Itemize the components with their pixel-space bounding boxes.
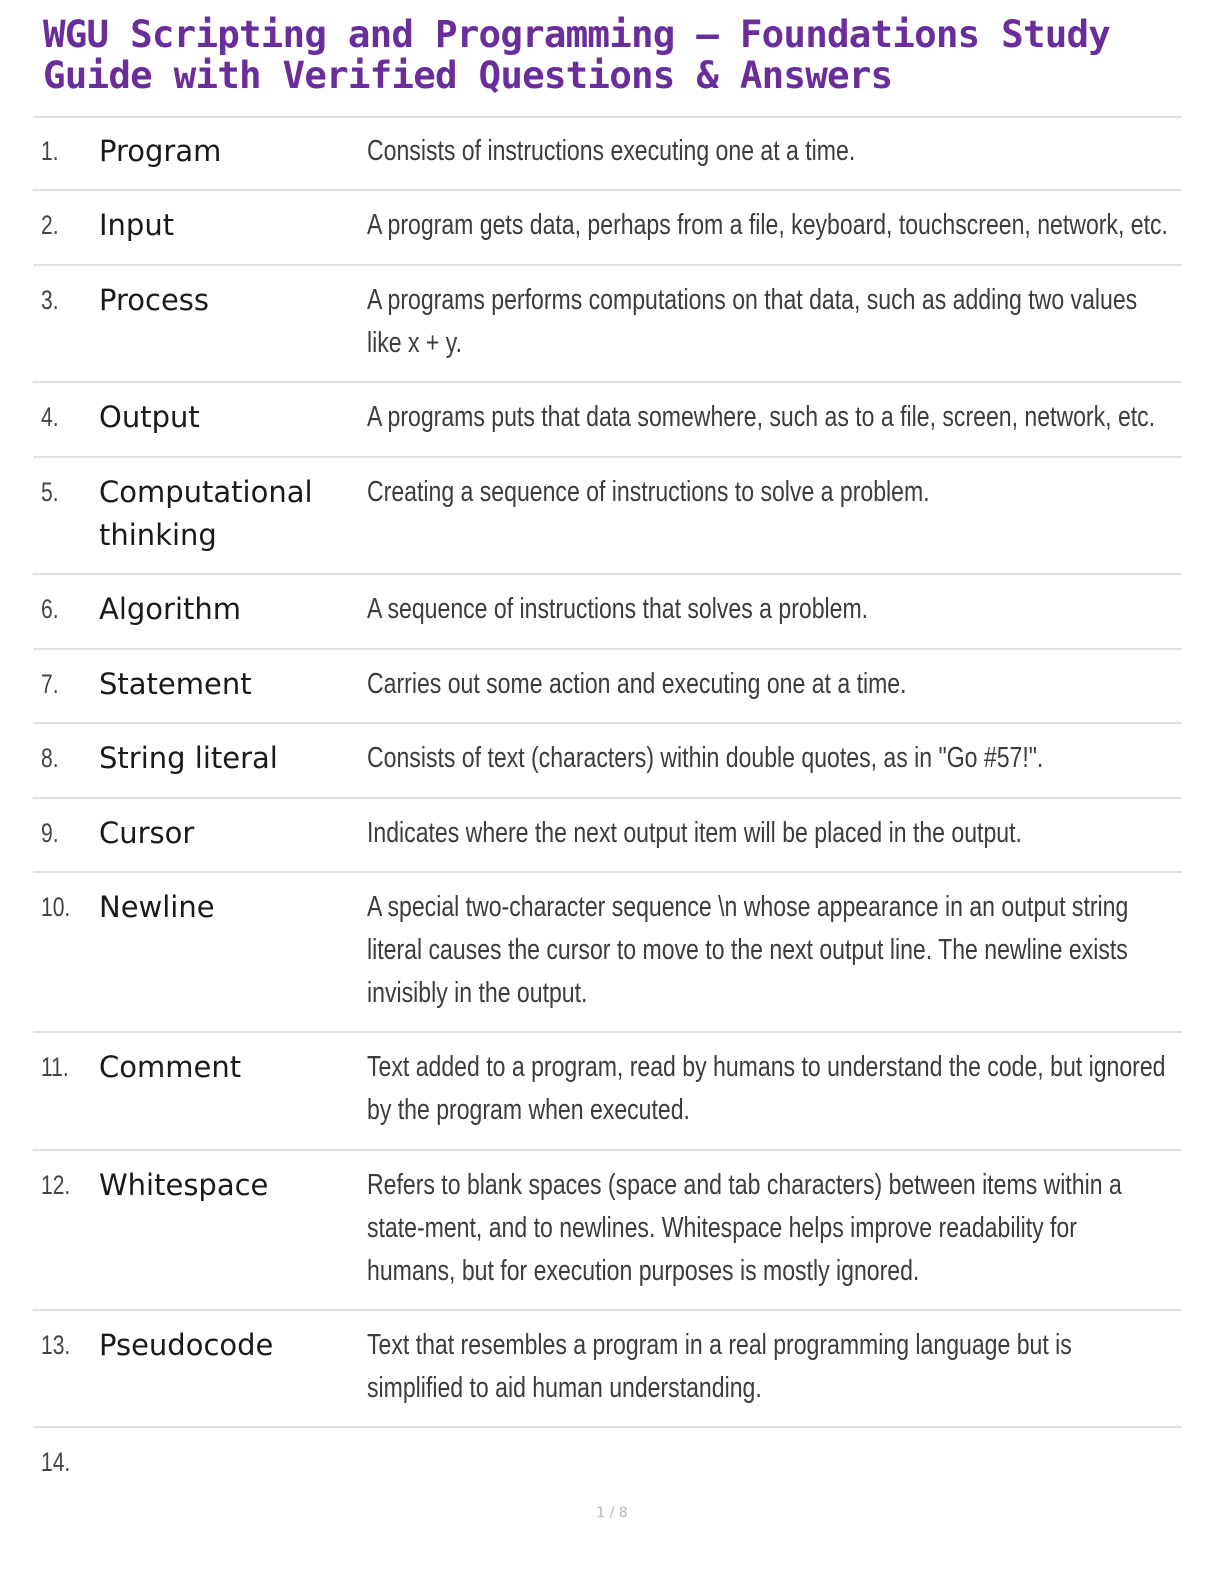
flashcard-row [33, 575, 1182, 650]
flashcard-row [33, 1151, 1182, 1311]
card-term: Whitespace [99, 1168, 269, 1202]
flashcard-row [33, 650, 1182, 724]
page-number: 1 / 8 [596, 1505, 628, 1521]
card-number: 13. [41, 1330, 71, 1360]
card-term: Output [99, 400, 200, 434]
card-definition: A sequence of instructions that solves a problem. [367, 593, 869, 625]
page-title: WGU Scripting and Programming – Foundations Study Guide with Verified Questions & Answers [43, 12, 1111, 97]
flashcard-row [33, 191, 1182, 266]
card-number: 12. [41, 1170, 71, 1200]
flashcard-list [33, 117, 1182, 1498]
flashcard-row [33, 1428, 1182, 1498]
card-definition: Creating a sequence of instructions to solve a problem. [367, 476, 930, 508]
card-definition: A program gets data, perhaps from a file, keyboard, touchscreen, network, etc. [367, 209, 1168, 241]
card-number: 9. [41, 818, 59, 848]
flashcard-row [33, 458, 1182, 575]
card-number: 3. [41, 285, 59, 315]
card-number: 4. [41, 402, 59, 432]
card-definition: Text added to a program, read by humans to understand the code, but ignored by the program when executed. [367, 1051, 1166, 1126]
card-term: Comment [99, 1050, 242, 1084]
flashcard-row [33, 724, 1182, 799]
card-number: 6. [41, 594, 59, 624]
card-definition: A special two-character sequence \n whose appearance in an output string literal causes the cursor to move to the next output line. The newline exists invisibly in the output. [367, 891, 1129, 1009]
card-definition: Carries out some action and executing one at a time. [367, 668, 907, 700]
card-term: Computational thinking [99, 475, 313, 552]
card-definition: A programs puts that data somewhere, such as to a file, screen, network, etc. [367, 401, 1156, 433]
flashcard-row [33, 873, 1182, 1033]
card-definition: Consists of text (characters) within double quotes, as in "Go #57!". [367, 742, 1044, 774]
flashcard-row [33, 383, 1182, 458]
card-term: Process [99, 283, 210, 317]
flashcard-row [33, 1311, 1182, 1428]
card-term: Pseudocode [99, 1328, 274, 1362]
card-number: 14. [41, 1447, 71, 1477]
card-term: Program [99, 134, 222, 168]
card-term: Cursor [99, 816, 195, 850]
flashcard-row [33, 799, 1182, 873]
card-definition: Indicates where the next output item will be placed in the output. [367, 817, 1022, 849]
card-number: 11. [41, 1052, 69, 1082]
flashcard-row [33, 266, 1182, 383]
card-number: 2. [41, 210, 59, 240]
card-definition: Consists of instructions executing one at a time. [367, 135, 856, 167]
flashcard-row [33, 1033, 1182, 1151]
card-definition: Text that resembles a program in a real programming language but is simplified to aid human understanding. [367, 1329, 1072, 1404]
card-definition: A programs performs computations on that data, such as adding two values like x + y. [367, 284, 1138, 359]
card-number: 5. [41, 477, 59, 507]
card-term: Input [99, 208, 175, 242]
card-number: 1. [41, 136, 59, 166]
card-term: Algorithm [99, 592, 242, 626]
card-definition: Refers to blank spaces (space and tab characters) between items within a state-ment, and to newlines. Whitespace helps improve readability for humans, but for execution purposes is mostly ignored. [367, 1169, 1122, 1287]
card-term: String literal [99, 741, 278, 775]
card-term: Newline [99, 890, 215, 924]
card-number: 8. [41, 743, 59, 773]
flashcard-row [33, 117, 1182, 191]
card-number: 10. [41, 892, 71, 922]
card-number: 7. [41, 669, 59, 699]
card-term: Statement [99, 667, 252, 701]
